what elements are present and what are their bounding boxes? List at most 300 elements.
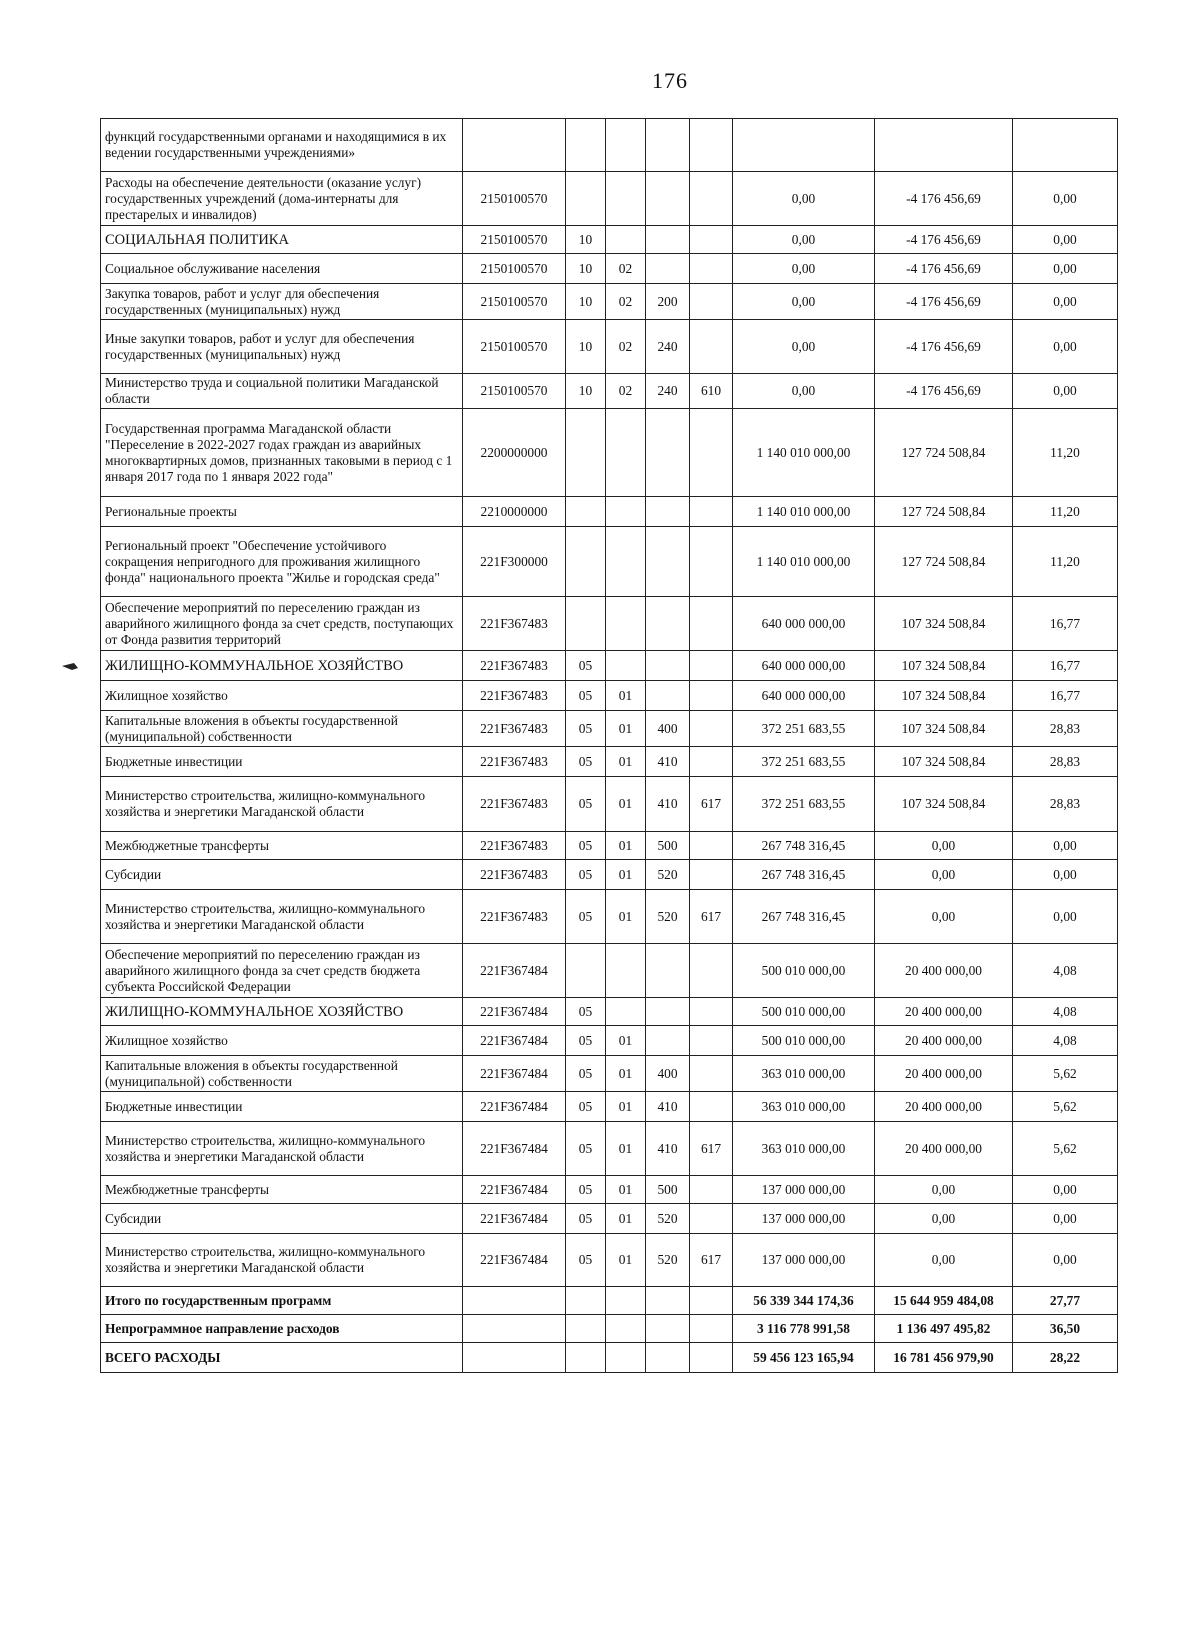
expense-type-code: [646, 172, 690, 226]
target-code: 221F367483: [463, 777, 566, 832]
actual-amount: 0,00: [875, 890, 1013, 944]
row-name: Иные закупки товаров, работ и услуг для обеспечения государственных (муниципальных) нужд: [101, 320, 463, 374]
subsection-code: 01: [606, 1122, 646, 1176]
section-code: 05: [566, 832, 606, 860]
admin-code: [690, 597, 733, 651]
actual-amount: [875, 119, 1013, 172]
actual-amount: 20 400 000,00: [875, 998, 1013, 1026]
admin-code: 617: [690, 1122, 733, 1176]
admin-code: [690, 944, 733, 998]
subsection-code: 01: [606, 777, 646, 832]
section-code: 10: [566, 254, 606, 284]
plan-amount: 0,00: [733, 172, 875, 226]
actual-amount: 20 400 000,00: [875, 1056, 1013, 1092]
table-row: [101, 320, 1118, 374]
percent-executed: 11,20: [1013, 409, 1118, 497]
table-row: [101, 747, 1118, 777]
admin-code: [690, 832, 733, 860]
percent-executed: 0,00: [1013, 226, 1118, 254]
percent-executed: 28,83: [1013, 747, 1118, 777]
row-name: Министерство строительства, жилищно-коммунального хозяйства и энергетики Магаданской области: [101, 1234, 463, 1287]
percent-executed: 11,20: [1013, 527, 1118, 597]
actual-amount: 0,00: [875, 832, 1013, 860]
expense-type-code: 400: [646, 711, 690, 747]
actual-amount: -4 176 456,69: [875, 172, 1013, 226]
subsection-code: 01: [606, 747, 646, 777]
plan-amount: 56 339 344 174,36: [733, 1287, 875, 1315]
table-row: [101, 1056, 1118, 1092]
subsection-code: 01: [606, 1092, 646, 1122]
table-row: [101, 1026, 1118, 1056]
plan-amount: 500 010 000,00: [733, 944, 875, 998]
admin-code: [690, 1092, 733, 1122]
actual-amount: 127 724 508,84: [875, 497, 1013, 527]
row-name: ЖИЛИЩНО-КОММУНАЛЬНОЕ ХОЗЯЙСТВО: [101, 998, 463, 1026]
subsection-code: [606, 1343, 646, 1373]
section-code: 05: [566, 711, 606, 747]
target-code: 221F367483: [463, 890, 566, 944]
row-name: Обеспечение мероприятий по переселению граждан из аварийного жилищного фонда за счет средств бюджета субъекта Российской Федерации: [101, 944, 463, 998]
actual-amount: -4 176 456,69: [875, 284, 1013, 320]
target-code: [463, 1287, 566, 1315]
expense-type-code: [646, 651, 690, 681]
percent-executed: 0,00: [1013, 320, 1118, 374]
table-row: [101, 284, 1118, 320]
target-code: 221F367484: [463, 1026, 566, 1056]
row-name: Непрограммное направление расходов: [101, 1315, 463, 1343]
actual-amount: 107 324 508,84: [875, 597, 1013, 651]
subsection-code: [606, 226, 646, 254]
expense-type-code: [646, 1343, 690, 1373]
admin-code: [690, 860, 733, 890]
table-row: [101, 860, 1118, 890]
expense-type-code: 500: [646, 1176, 690, 1204]
plan-amount: 59 456 123 165,94: [733, 1343, 875, 1373]
section-code: 05: [566, 890, 606, 944]
row-name: Жилищное хозяйство: [101, 1026, 463, 1056]
row-name: Министерство труда и социальной политики Магаданской области: [101, 374, 463, 409]
table-row: [101, 711, 1118, 747]
row-name: Капитальные вложения в объекты государственной (муниципальной) собственности: [101, 711, 463, 747]
subsection-code: [606, 409, 646, 497]
target-code: 221F367483: [463, 747, 566, 777]
target-code: 221F300000: [463, 527, 566, 597]
subsection-code: 01: [606, 1026, 646, 1056]
expense-type-code: 520: [646, 1204, 690, 1234]
admin-code: [690, 651, 733, 681]
row-name: Итого по государственным программ: [101, 1287, 463, 1315]
actual-amount: 127 724 508,84: [875, 409, 1013, 497]
actual-amount: -4 176 456,69: [875, 254, 1013, 284]
admin-code: 610: [690, 374, 733, 409]
plan-amount: 363 010 000,00: [733, 1092, 875, 1122]
row-name: СОЦИАЛЬНАЯ ПОЛИТИКА: [101, 226, 463, 254]
section-code: 05: [566, 1026, 606, 1056]
target-code: 221F367483: [463, 651, 566, 681]
table-row: [101, 1176, 1118, 1204]
plan-amount: 267 748 316,45: [733, 890, 875, 944]
plan-amount: 137 000 000,00: [733, 1176, 875, 1204]
actual-amount: 20 400 000,00: [875, 944, 1013, 998]
subsection-code: [606, 119, 646, 172]
percent-executed: 36,50: [1013, 1315, 1118, 1343]
subsection-code: 01: [606, 1056, 646, 1092]
row-name: ЖИЛИЩНО-КОММУНАЛЬНОЕ ХОЗЯЙСТВО: [101, 651, 463, 681]
target-code: 2150100570: [463, 284, 566, 320]
plan-amount: 372 251 683,55: [733, 747, 875, 777]
row-name: Межбюджетные трансферты: [101, 1176, 463, 1204]
target-code: 2150100570: [463, 320, 566, 374]
section-code: [566, 497, 606, 527]
admin-code: [690, 320, 733, 374]
row-name: Жилищное хозяйство: [101, 681, 463, 711]
table-row: [101, 172, 1118, 226]
percent-executed: 11,20: [1013, 497, 1118, 527]
percent-executed: 0,00: [1013, 374, 1118, 409]
actual-amount: 107 324 508,84: [875, 711, 1013, 747]
section-code: 10: [566, 374, 606, 409]
target-code: 221F367483: [463, 681, 566, 711]
percent-executed: 4,08: [1013, 998, 1118, 1026]
plan-amount: 640 000 000,00: [733, 651, 875, 681]
actual-amount: 0,00: [875, 1234, 1013, 1287]
row-name: Социальное обслуживание населения: [101, 254, 463, 284]
target-code: 221F367483: [463, 711, 566, 747]
table-row: [101, 226, 1118, 254]
subsection-code: 02: [606, 374, 646, 409]
plan-amount: 363 010 000,00: [733, 1122, 875, 1176]
admin-code: [690, 681, 733, 711]
section-code: [566, 1287, 606, 1315]
subsection-code: [606, 497, 646, 527]
expense-type-code: [646, 1287, 690, 1315]
plan-amount: 372 251 683,55: [733, 711, 875, 747]
actual-amount: 107 324 508,84: [875, 681, 1013, 711]
subsection-code: [606, 1287, 646, 1315]
row-name: ВСЕГО РАСХОДЫ: [101, 1343, 463, 1373]
admin-code: [690, 1176, 733, 1204]
expense-type-code: 200: [646, 284, 690, 320]
percent-executed: 0,00: [1013, 284, 1118, 320]
percent-executed: 5,62: [1013, 1092, 1118, 1122]
target-code: 221F367483: [463, 832, 566, 860]
section-code: [566, 527, 606, 597]
section-code: 05: [566, 777, 606, 832]
expense-type-code: 520: [646, 1234, 690, 1287]
section-code: 05: [566, 860, 606, 890]
subsection-code: 01: [606, 711, 646, 747]
row-name: функций государственными органами и находящимися в их ведении государственными учреждениями»: [101, 119, 463, 172]
scan-artifact-arrow-icon: [60, 658, 80, 678]
target-code: 2150100570: [463, 172, 566, 226]
section-code: 05: [566, 1204, 606, 1234]
table-row: [101, 409, 1118, 497]
percent-executed: 28,83: [1013, 711, 1118, 747]
actual-amount: 20 400 000,00: [875, 1092, 1013, 1122]
table-row: [101, 832, 1118, 860]
subsection-code: 02: [606, 320, 646, 374]
row-name: Обеспечение мероприятий по переселению граждан из аварийного жилищного фонда за счет средств, поступающих от Фонда развития территорий: [101, 597, 463, 651]
table-row: [101, 497, 1118, 527]
plan-amount: 500 010 000,00: [733, 998, 875, 1026]
percent-executed: 27,77: [1013, 1287, 1118, 1315]
section-code: [566, 944, 606, 998]
table-row: [101, 119, 1118, 172]
plan-amount: 267 748 316,45: [733, 860, 875, 890]
subsection-code: [606, 527, 646, 597]
row-name: Государственная программа Магаданской области "Переселение в 2022-2027 годах граждан из аварийных многоквартирных домов, признанных таковыми в период с 1 января 2017 года по 1 января 2022 года": [101, 409, 463, 497]
expense-type-code: 410: [646, 777, 690, 832]
admin-code: 617: [690, 890, 733, 944]
expense-type-code: [646, 119, 690, 172]
admin-code: [690, 527, 733, 597]
admin-code: [690, 172, 733, 226]
plan-amount: 137 000 000,00: [733, 1234, 875, 1287]
admin-code: [690, 1056, 733, 1092]
plan-amount: 640 000 000,00: [733, 597, 875, 651]
actual-amount: 127 724 508,84: [875, 527, 1013, 597]
section-code: 10: [566, 320, 606, 374]
plan-amount: 0,00: [733, 226, 875, 254]
expense-type-code: 240: [646, 374, 690, 409]
target-code: [463, 119, 566, 172]
table-row: [101, 597, 1118, 651]
subsection-code: [606, 597, 646, 651]
target-code: 2200000000: [463, 409, 566, 497]
section-code: 05: [566, 1122, 606, 1176]
table-row: [101, 777, 1118, 832]
table-row: [101, 1343, 1118, 1373]
expense-type-code: [646, 409, 690, 497]
percent-executed: 0,00: [1013, 172, 1118, 226]
admin-code: [690, 711, 733, 747]
expense-type-code: [646, 597, 690, 651]
admin-code: [690, 1204, 733, 1234]
expense-type-code: 410: [646, 747, 690, 777]
actual-amount: 0,00: [875, 860, 1013, 890]
percent-executed: 0,00: [1013, 1234, 1118, 1287]
section-code: [566, 172, 606, 226]
percent-executed: 5,62: [1013, 1056, 1118, 1092]
table-row: [101, 890, 1118, 944]
admin-code: [690, 1343, 733, 1373]
subsection-code: 01: [606, 890, 646, 944]
percent-executed: 0,00: [1013, 860, 1118, 890]
plan-amount: 363 010 000,00: [733, 1056, 875, 1092]
plan-amount: [733, 119, 875, 172]
percent-executed: 16,77: [1013, 597, 1118, 651]
actual-amount: 107 324 508,84: [875, 651, 1013, 681]
table-row: [101, 1315, 1118, 1343]
target-code: 221F367484: [463, 998, 566, 1026]
row-name: Бюджетные инвестиции: [101, 747, 463, 777]
subsection-code: [606, 1315, 646, 1343]
admin-code: [690, 409, 733, 497]
plan-amount: 137 000 000,00: [733, 1204, 875, 1234]
section-code: 05: [566, 1176, 606, 1204]
table-row: [101, 1122, 1118, 1176]
admin-code: 617: [690, 777, 733, 832]
subsection-code: 02: [606, 284, 646, 320]
expense-type-code: 520: [646, 860, 690, 890]
subsection-code: [606, 944, 646, 998]
section-code: 05: [566, 1092, 606, 1122]
admin-code: 617: [690, 1234, 733, 1287]
subsection-code: 01: [606, 860, 646, 890]
table-row: [101, 681, 1118, 711]
target-code: 2150100570: [463, 254, 566, 284]
plan-amount: 0,00: [733, 254, 875, 284]
actual-amount: 107 324 508,84: [875, 777, 1013, 832]
percent-executed: 4,08: [1013, 1026, 1118, 1056]
expense-type-code: [646, 944, 690, 998]
row-name: Капитальные вложения в объекты государственной (муниципальной) собственности: [101, 1056, 463, 1092]
page-number: 176: [652, 68, 688, 93]
admin-code: [690, 747, 733, 777]
expense-type-code: [646, 1026, 690, 1056]
admin-code: [690, 226, 733, 254]
subsection-code: [606, 651, 646, 681]
table-row: [101, 1204, 1118, 1234]
percent-executed: 0,00: [1013, 254, 1118, 284]
target-code: 221F367484: [463, 1092, 566, 1122]
actual-amount: 0,00: [875, 1176, 1013, 1204]
actual-amount: -4 176 456,69: [875, 374, 1013, 409]
row-name: Региональные проекты: [101, 497, 463, 527]
section-code: 05: [566, 651, 606, 681]
subsection-code: 01: [606, 681, 646, 711]
expense-type-code: [646, 998, 690, 1026]
table-row: [101, 374, 1118, 409]
section-code: [566, 1343, 606, 1373]
subsection-code: 01: [606, 1176, 646, 1204]
section-code: 05: [566, 747, 606, 777]
admin-code: [690, 1315, 733, 1343]
target-code: [463, 1315, 566, 1343]
expense-type-code: [646, 497, 690, 527]
plan-amount: 1 140 010 000,00: [733, 409, 875, 497]
expense-type-code: 520: [646, 890, 690, 944]
plan-amount: 1 140 010 000,00: [733, 527, 875, 597]
percent-executed: 4,08: [1013, 944, 1118, 998]
admin-code: [690, 254, 733, 284]
percent-executed: 0,00: [1013, 832, 1118, 860]
target-code: 221F367484: [463, 1056, 566, 1092]
percent-executed: [1013, 119, 1118, 172]
target-code: 2210000000: [463, 497, 566, 527]
section-code: 05: [566, 1234, 606, 1287]
subsection-code: [606, 998, 646, 1026]
subsection-code: 01: [606, 832, 646, 860]
section-code: 05: [566, 998, 606, 1026]
table-row: [101, 1092, 1118, 1122]
plan-amount: 1 140 010 000,00: [733, 497, 875, 527]
percent-executed: 16,77: [1013, 681, 1118, 711]
subsection-code: 01: [606, 1204, 646, 1234]
row-name: Субсидии: [101, 1204, 463, 1234]
table-row: [101, 527, 1118, 597]
actual-amount: 20 400 000,00: [875, 1122, 1013, 1176]
target-code: 2150100570: [463, 374, 566, 409]
table-row: [101, 1287, 1118, 1315]
actual-amount: 20 400 000,00: [875, 1026, 1013, 1056]
table-row: [101, 1234, 1118, 1287]
subsection-code: 02: [606, 254, 646, 284]
plan-amount: 267 748 316,45: [733, 832, 875, 860]
expense-type-code: 500: [646, 832, 690, 860]
actual-amount: -4 176 456,69: [875, 320, 1013, 374]
expense-type-code: [646, 527, 690, 597]
target-code: 221F367484: [463, 1176, 566, 1204]
target-code: [463, 1343, 566, 1373]
admin-code: [690, 284, 733, 320]
plan-amount: 500 010 000,00: [733, 1026, 875, 1056]
subsection-code: 01: [606, 1234, 646, 1287]
expense-type-code: [646, 1315, 690, 1343]
plan-amount: 0,00: [733, 320, 875, 374]
plan-amount: 0,00: [733, 284, 875, 320]
expenditure-table: [100, 118, 1118, 1373]
admin-code: [690, 1026, 733, 1056]
percent-executed: 28,83: [1013, 777, 1118, 832]
actual-amount: -4 176 456,69: [875, 226, 1013, 254]
target-code: 221F367484: [463, 1122, 566, 1176]
row-name: Субсидии: [101, 860, 463, 890]
expense-type-code: [646, 254, 690, 284]
section-code: 05: [566, 1056, 606, 1092]
target-code: 221F367484: [463, 1204, 566, 1234]
row-name: Межбюджетные трансферты: [101, 832, 463, 860]
actual-amount: 15 644 959 484,08: [875, 1287, 1013, 1315]
section-code: [566, 1315, 606, 1343]
admin-code: [690, 497, 733, 527]
row-name: Министерство строительства, жилищно-коммунального хозяйства и энергетики Магаданской области: [101, 1122, 463, 1176]
section-code: 10: [566, 284, 606, 320]
actual-amount: 0,00: [875, 1204, 1013, 1234]
plan-amount: 640 000 000,00: [733, 681, 875, 711]
row-name: Министерство строительства, жилищно-коммунального хозяйства и энергетики Магаданской области: [101, 890, 463, 944]
table-row: [101, 944, 1118, 998]
row-name: Региональный проект "Обеспечение устойчивого сокращения непригодного для проживания жилищного фонда" национального проекта "Жилье и городская среда": [101, 527, 463, 597]
expense-type-code: [646, 681, 690, 711]
expense-type-code: [646, 226, 690, 254]
table-row: [101, 998, 1118, 1026]
plan-amount: 372 251 683,55: [733, 777, 875, 832]
percent-executed: 5,62: [1013, 1122, 1118, 1176]
section-code: 05: [566, 681, 606, 711]
admin-code: [690, 119, 733, 172]
plan-amount: 3 116 778 991,58: [733, 1315, 875, 1343]
admin-code: [690, 998, 733, 1026]
row-name: Министерство строительства, жилищно-коммунального хозяйства и энергетики Магаданской области: [101, 777, 463, 832]
row-name: Расходы на обеспечение деятельности (оказание услуг) государственных учреждений (дома-интернаты для престарелых и инвалидов): [101, 172, 463, 226]
section-code: 10: [566, 226, 606, 254]
actual-amount: 107 324 508,84: [875, 747, 1013, 777]
expense-type-code: 410: [646, 1092, 690, 1122]
section-code: [566, 597, 606, 651]
plan-amount: 0,00: [733, 374, 875, 409]
section-code: [566, 119, 606, 172]
actual-amount: 16 781 456 979,90: [875, 1343, 1013, 1373]
subsection-code: [606, 172, 646, 226]
expense-type-code: 240: [646, 320, 690, 374]
row-name: Закупка товаров, работ и услуг для обеспечения государственных (муниципальных) нужд: [101, 284, 463, 320]
expense-type-code: 400: [646, 1056, 690, 1092]
target-code: 221F367484: [463, 944, 566, 998]
target-code: 221F367483: [463, 597, 566, 651]
target-code: 221F367483: [463, 860, 566, 890]
row-name: Бюджетные инвестиции: [101, 1092, 463, 1122]
